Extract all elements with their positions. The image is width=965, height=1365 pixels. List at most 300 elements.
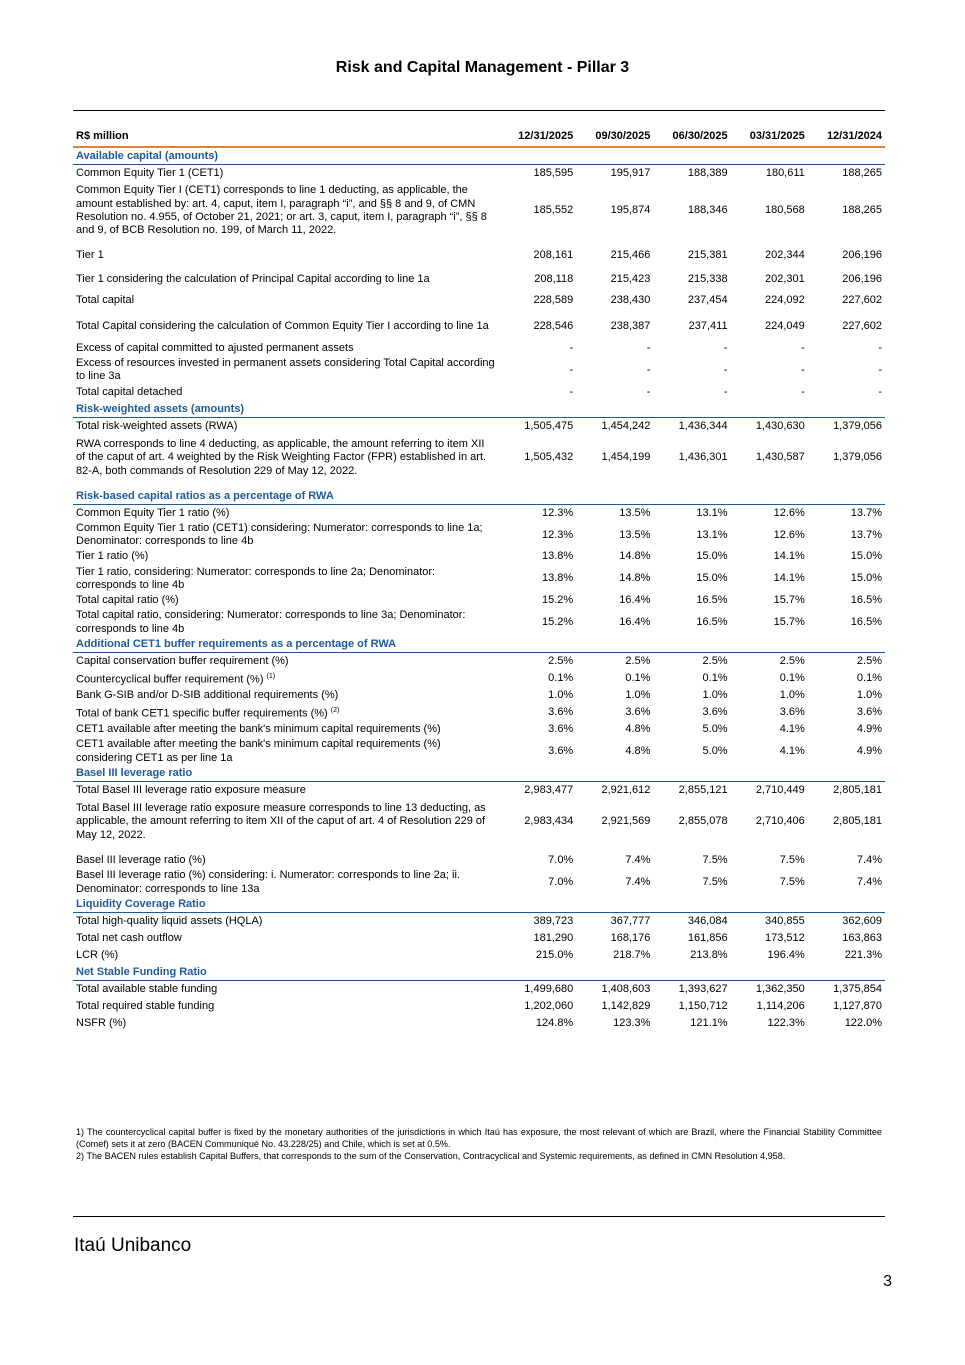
value-cell: 14.8% [619, 572, 651, 585]
row-label-cell [73, 869, 499, 896]
value-cell: 7.5% [702, 875, 728, 888]
row-label: Tier 1 [76, 248, 104, 261]
section-title: Additional CET1 buffer requirements as a percentage of RWA [73, 636, 885, 653]
value-cell: 13.1% [696, 506, 728, 519]
row-label: Total Basel III leverage ratio exposure measure [76, 783, 306, 796]
table-row [73, 799, 885, 845]
table-row [73, 653, 885, 671]
value-cell: 161,856 [687, 931, 728, 944]
value-cell: 1,499,680 [524, 982, 574, 995]
top-divider [73, 110, 885, 111]
row-label-cell [73, 384, 499, 401]
row-label: Basel III leverage ratio (%) [76, 853, 206, 866]
section-header-row [73, 147, 885, 165]
value-cell: 1,150,712 [678, 999, 728, 1012]
row-label-cell [73, 670, 499, 687]
spacer-cell [73, 264, 885, 271]
header-date: 03/31/2025 [731, 128, 808, 147]
value-cell: - [646, 341, 651, 354]
value-cell: 16.5% [850, 594, 882, 607]
bottom-divider [73, 1216, 885, 1217]
value-cell: - [878, 341, 882, 354]
table-row [73, 384, 885, 401]
capital-table [73, 128, 885, 1032]
value-cell: 1.0% [702, 689, 728, 702]
value-cell: 1,114,206 [756, 999, 805, 1012]
header-unit-label: R$ million [73, 128, 499, 147]
page-number: 3 [883, 1273, 892, 1290]
table-row [73, 852, 885, 869]
value-cell: 1,202,060 [524, 999, 574, 1012]
value-cell: 1,375,854 [833, 982, 882, 995]
section-title: Risk-weighted assets (amounts) [73, 401, 885, 418]
value-cell: - [646, 363, 651, 376]
footnotes [76, 1126, 882, 1162]
table-row [73, 314, 885, 340]
value-cell: 122.0% [844, 1016, 882, 1029]
value-cell: 180,611 [765, 166, 805, 179]
value-cell: 2,983,477 [524, 783, 574, 796]
value-cell: - [801, 341, 805, 354]
value-cell: 7.5% [779, 853, 805, 866]
row-label: Total available stable funding [76, 982, 218, 995]
row-label: Total required stable funding [76, 999, 215, 1012]
value-cell: 4.1% [779, 745, 805, 758]
page-title: Risk and Capital Management - Pillar 3 [335, 59, 630, 76]
value-cell: 5.0% [702, 745, 728, 758]
table-row [73, 609, 885, 636]
value-cell: 180,568 [765, 204, 805, 217]
row-label: Total capital ratio (%) [76, 594, 179, 607]
header-date: 12/31/2024 [808, 128, 885, 147]
value-cell: 202,344 [765, 248, 805, 261]
footnote: 1) The countercyclical capital buffer is fixed by the monetary authorities of the jurisdictions in which Itaú has exposure, the most relevant of which are Brazil, where the Financial Stability Committee (Comef) sets it at zero (BACEN Communiqué No. 43.228/25) and Chile, which is set at 0.5%. [76, 1127, 882, 1149]
table-row [73, 271, 885, 288]
table-row [73, 288, 885, 314]
value-cell: 2,983,434 [524, 815, 574, 828]
row-label: RWA corresponds to line 4 deducting, as applicable, the amount referring to item XII of the caput of art. 4 weighted by the Risk Weighting Factor (FPR) established in art. 82-A, both commands of Resolution 229 of May 12, 2022. [76, 437, 487, 477]
row-label: Total Capital considering the calculation of Common Equity Tier I according to line 1a [76, 320, 489, 333]
value-cell: 121.1% [690, 1016, 728, 1029]
row-label: Total net cash outflow [76, 931, 182, 944]
value-cell: 5.0% [702, 723, 728, 736]
value-cell: 188,265 [842, 166, 882, 179]
row-label-cell [73, 609, 499, 636]
value-cell: - [723, 363, 728, 376]
row-label: CET1 available after meeting the bank's minimum capital requirements (%) [76, 723, 441, 736]
value-cell: 7.5% [779, 875, 805, 888]
value-cell: 13.7% [850, 528, 882, 541]
value-cell: 7.4% [856, 853, 882, 866]
table-row [73, 417, 885, 435]
value-cell: 3.6% [856, 706, 882, 719]
value-cell: 0.1% [856, 672, 882, 685]
row-label-cell [73, 947, 499, 964]
table-row [73, 913, 885, 931]
row-label-cell [73, 981, 499, 999]
value-cell: 4.9% [856, 723, 882, 736]
row-label: Total capital ratio, considering: Numerator: corresponds to line 3a; Denominator: corresponds to line 4b [76, 609, 466, 635]
row-label: Common Equity Tier 1 ratio (CET1) considering: Numerator: corresponds to line 1a; Denominator: corresponds to line 4b [76, 521, 483, 548]
value-cell: 237,454 [687, 294, 728, 307]
value-cell: 215.0% [535, 948, 574, 961]
section-title: Basel III leverage ratio [73, 765, 885, 782]
value-cell: 202,301 [765, 272, 805, 285]
value-cell: 13.8% [542, 572, 574, 585]
row-label-cell [73, 340, 499, 357]
row-label: Total high-quality liquid assets (HQLA) [76, 914, 263, 927]
value-cell: 221.3% [844, 948, 882, 961]
value-cell: 188,389 [687, 166, 728, 179]
row-label-cell [73, 357, 499, 384]
row-label-cell [73, 687, 499, 704]
row-label-cell [73, 435, 499, 481]
header-date: 09/30/2025 [576, 128, 653, 147]
value-cell: 1,127,870 [833, 999, 882, 1012]
value-cell: 238,387 [610, 320, 651, 333]
value-cell: 2,805,181 [833, 815, 882, 828]
table-row [73, 670, 885, 687]
section-title: Risk-based capital ratios as a percentage of RWA [73, 488, 885, 505]
value-cell: 2.5% [779, 655, 805, 668]
table-row [73, 981, 885, 999]
value-cell: - [801, 385, 805, 398]
value-cell: 2,855,121 [678, 783, 728, 796]
capital-table-body [73, 128, 885, 1032]
value-cell: 181,290 [533, 931, 574, 944]
row-label: Common Equity Tier 1 ratio (%) [76, 506, 230, 519]
table-row [73, 247, 885, 264]
footnote-marker: (2) [330, 707, 340, 715]
value-cell: 2,921,612 [601, 783, 651, 796]
value-cell: 215,381 [687, 248, 728, 261]
value-cell: 3.6% [548, 745, 574, 758]
value-cell: 1.0% [779, 689, 805, 702]
section-header-row [73, 401, 885, 418]
value-cell: - [569, 363, 574, 376]
value-cell: 123.3% [613, 1016, 651, 1029]
value-cell: 7.0% [548, 875, 574, 888]
value-cell: 227,602 [842, 320, 882, 333]
table-row [73, 704, 885, 721]
table-row [73, 340, 885, 357]
value-cell: 3.6% [625, 706, 651, 719]
value-cell: 1,505,432 [524, 451, 574, 464]
row-label-cell [73, 314, 499, 340]
value-cell: 173,512 [765, 931, 805, 944]
section-title: Net Stable Funding Ratio [73, 964, 885, 981]
table-row [73, 435, 885, 481]
value-cell: 16.5% [850, 616, 882, 629]
value-cell: 122.3% [767, 1016, 805, 1029]
value-cell: 1.0% [856, 689, 882, 702]
section-title: Available capital (amounts) [73, 147, 885, 165]
value-cell: 2,855,078 [678, 815, 728, 828]
value-cell: 3.6% [548, 723, 574, 736]
row-label: Total Basel III leverage ratio exposure measure corresponds to line 13 deducting, as applicable, the amount referring to item XII of the caput of art. 4 of Resolution 229 of May 12, 2022. [76, 802, 486, 841]
value-cell: 224,092 [765, 294, 805, 307]
value-cell: 124.8% [535, 1016, 574, 1029]
value-cell: 16.4% [619, 616, 651, 629]
row-label: Bank G-SIB and/or D-SIB additional requirements (%) [76, 689, 339, 702]
table-row [73, 721, 885, 738]
row-label: Common Equity Tier 1 (CET1) [76, 166, 224, 179]
table-row [73, 738, 885, 765]
value-cell: 3.6% [548, 706, 574, 719]
row-label-cell [73, 704, 499, 721]
value-cell: 168,176 [610, 931, 651, 944]
row-label-cell [73, 782, 499, 800]
value-cell: 206,196 [842, 272, 882, 285]
value-cell: 238,430 [610, 294, 651, 307]
table-row [73, 182, 885, 240]
row-label: Countercyclical buffer requirement (%) [76, 673, 264, 686]
value-cell: 185,552 [533, 204, 574, 217]
row-label-cell [73, 549, 499, 566]
row-label-cell [73, 592, 499, 609]
value-cell: 237,411 [688, 320, 728, 333]
row-label-cell [73, 998, 499, 1015]
value-cell: 14.8% [619, 550, 651, 563]
value-cell: 16.4% [619, 594, 651, 607]
header-date: 06/30/2025 [653, 128, 730, 147]
row-label-cell [73, 247, 499, 264]
table-row [73, 998, 885, 1015]
section-title: Liquidity Coverage Ratio [73, 896, 885, 913]
spacer-row [73, 240, 885, 247]
row-label-cell [73, 165, 499, 183]
table-row [73, 504, 885, 522]
row-label: Basel III leverage ratio (%) considering: i. Numerator: corresponds to line 2a; ii. Denominator: corresponds to line 13a [76, 869, 460, 895]
value-cell: 13.8% [542, 550, 574, 563]
value-cell: 1,436,301 [678, 451, 728, 464]
value-cell: 2,710,449 [755, 783, 805, 796]
value-cell: - [723, 341, 728, 354]
value-cell: 195,917 [610, 166, 651, 179]
table-row [73, 782, 885, 800]
value-cell: 2.5% [625, 655, 651, 668]
section-header-row [73, 488, 885, 505]
value-cell: 1,430,630 [755, 419, 805, 432]
value-cell: 1,379,056 [833, 451, 882, 464]
table-row [73, 592, 885, 609]
row-label-cell [73, 288, 499, 314]
value-cell: 13.5% [619, 506, 651, 519]
value-cell: 218.7% [613, 948, 651, 961]
row-label: NSFR (%) [76, 1016, 127, 1029]
row-label-cell [73, 182, 499, 240]
row-label-cell [73, 1015, 499, 1032]
table-row [73, 930, 885, 947]
row-label-cell [73, 930, 499, 947]
row-label: Tier 1 ratio, considering: Numerator: corresponds to line 2a; Denominator: corresponds to line 4b [76, 565, 436, 592]
table-row [73, 869, 885, 896]
value-cell: 367,777 [610, 914, 651, 927]
value-cell: 188,265 [842, 204, 882, 217]
row-label: Tier 1 ratio (%) [76, 550, 149, 563]
section-header-row [73, 964, 885, 981]
value-cell: - [646, 385, 651, 398]
value-cell: 2.5% [548, 655, 574, 668]
spacer-cell [73, 481, 885, 488]
value-cell: 228,589 [533, 294, 574, 307]
table-row [73, 1015, 885, 1032]
value-cell: 15.2% [542, 616, 574, 629]
spacer-row [73, 481, 885, 488]
value-cell: 15.0% [850, 550, 882, 563]
value-cell: 2.5% [702, 655, 728, 668]
footnote-marker: (1) [266, 673, 276, 681]
value-cell: 1,430,587 [755, 451, 805, 464]
value-cell: 3.6% [702, 706, 728, 719]
spacer-cell [73, 240, 885, 247]
row-label: Common Equity Tier I (CET1) corresponds to line 1 deducting, as applicable, the amount established by: art. 4, caput, item I, paragraph “i”, and §§ 8 and 9, of CMN Resolution no. 4.955, of October 21, 2021; or art. 3, caput, item I, paragraph “i”, §§ 8 and 9, of BCB Resolution no. 199, of March 11, 2022. [76, 184, 487, 237]
value-cell: 215,423 [610, 272, 651, 285]
value-cell: 13.7% [850, 506, 882, 519]
value-cell: 2,710,406 [755, 815, 805, 828]
row-label-cell [73, 852, 499, 869]
value-cell: 196.4% [767, 948, 805, 961]
value-cell: 3.6% [779, 706, 805, 719]
header-date: 12/31/2025 [499, 128, 576, 147]
value-cell: 13.5% [619, 528, 651, 541]
value-cell: 362,609 [842, 914, 882, 927]
value-cell: 16.5% [696, 616, 728, 629]
value-cell: 215,338 [687, 272, 728, 285]
value-cell: 15.0% [696, 572, 728, 585]
row-label-cell [73, 721, 499, 738]
row-label-cell [73, 504, 499, 522]
value-cell: 15.0% [696, 550, 728, 563]
value-cell: 4.8% [625, 723, 651, 736]
value-cell: 12.3% [542, 506, 574, 519]
section-header-row [73, 636, 885, 653]
row-label-cell [73, 653, 499, 671]
value-cell: 208,161 [533, 248, 574, 261]
row-label-cell [73, 522, 499, 549]
value-cell: 13.1% [696, 528, 728, 541]
value-cell: 340,855 [765, 914, 805, 927]
value-cell: 0.1% [702, 672, 728, 685]
value-cell: 346,084 [687, 914, 728, 927]
value-cell: 16.5% [696, 594, 728, 607]
table-row [73, 687, 885, 704]
row-label: Excess of resources invested in permanent assets considering Total Capital according to line 3a [76, 357, 495, 383]
row-label-cell [73, 271, 499, 288]
row-label: Total capital [76, 294, 135, 307]
table-row [73, 947, 885, 964]
value-cell: 1,505,475 [524, 419, 574, 432]
value-cell: - [723, 385, 728, 398]
value-cell: 228,546 [533, 320, 574, 333]
table-row [73, 522, 885, 549]
row-label-cell [73, 799, 499, 845]
value-cell: 1,379,056 [833, 419, 882, 432]
value-cell: 1,393,627 [678, 982, 728, 995]
value-cell: 14.1% [773, 572, 805, 585]
value-cell: 15.7% [773, 616, 805, 629]
value-cell: 7.0% [548, 853, 574, 866]
value-cell: 163,863 [842, 931, 882, 944]
section-header-row [73, 896, 885, 913]
value-cell: 1,436,344 [678, 419, 728, 432]
table-row [73, 549, 885, 566]
value-cell: 12.3% [542, 528, 574, 541]
row-label: Tier 1 considering the calculation of Principal Capital according to line 1a [76, 272, 430, 285]
row-label: Total of bank CET1 specific buffer requirements (%) [76, 707, 328, 720]
row-label: CET1 available after meeting the bank's minimum capital requirements (%) considering CET1 as per line 1a [76, 738, 441, 764]
row-label: Total capital detached [76, 385, 183, 398]
spacer-cell [73, 845, 885, 852]
section-header-row [73, 765, 885, 782]
spacer-row [73, 264, 885, 271]
value-cell: 7.5% [702, 853, 728, 866]
row-label: Capital conservation buffer requirement (%) [76, 655, 289, 668]
value-cell: 12.6% [773, 528, 805, 541]
table-header-row [73, 128, 885, 147]
footnote: 2) The BACEN rules establish Capital Buffers, that corresponds to the sum of the Conservation, Contracyclical and Systemic requirements, as defined in CMN Resolution 4,958. [76, 1151, 786, 1161]
spacer-row [73, 845, 885, 852]
value-cell: - [569, 385, 574, 398]
row-label: Total risk-weighted assets (RWA) [76, 419, 238, 432]
value-cell: 1,454,242 [601, 419, 651, 432]
value-cell: 15.2% [542, 594, 574, 607]
value-cell: 4.1% [779, 723, 805, 736]
value-cell: 215,466 [610, 248, 651, 261]
value-cell: 2.5% [856, 655, 882, 668]
value-cell: 15.0% [850, 572, 882, 585]
row-label-cell [73, 913, 499, 931]
value-cell: 195,874 [610, 204, 651, 217]
value-cell: 1,142,829 [601, 999, 651, 1012]
value-cell: 208,118 [534, 272, 574, 285]
table-row [73, 566, 885, 593]
value-cell: 185,595 [533, 166, 574, 179]
value-cell: 7.4% [856, 875, 882, 888]
value-cell: 227,602 [842, 294, 882, 307]
value-cell: 12.6% [773, 506, 805, 519]
value-cell: - [878, 385, 882, 398]
table-row [73, 357, 885, 384]
value-cell: 224,049 [765, 320, 805, 333]
value-cell: 206,196 [842, 248, 882, 261]
value-cell: 213.8% [690, 948, 728, 961]
capital-table-container [73, 128, 885, 1032]
value-cell: - [569, 341, 574, 354]
value-cell: 0.1% [779, 672, 805, 685]
value-cell: 0.1% [548, 672, 574, 685]
value-cell: 0.1% [625, 672, 651, 685]
value-cell: 1.0% [548, 689, 574, 702]
table-row [73, 165, 885, 183]
value-cell: 188,346 [687, 204, 728, 217]
row-label: LCR (%) [76, 948, 119, 961]
brand-name: Itaú Unibanco [74, 1235, 192, 1256]
value-cell: 1,362,350 [755, 982, 805, 995]
value-cell: 4.9% [856, 745, 882, 758]
value-cell: 4.8% [625, 745, 651, 758]
value-cell: 7.4% [625, 875, 651, 888]
value-cell: - [801, 363, 805, 376]
value-cell: 1,454,199 [601, 451, 651, 464]
value-cell: - [878, 363, 882, 376]
value-cell: 2,921,569 [601, 815, 651, 828]
value-cell: 389,723 [533, 914, 574, 927]
value-cell: 14.1% [773, 550, 805, 563]
row-label-cell [73, 566, 499, 593]
value-cell: 15.7% [773, 594, 805, 607]
row-label-cell [73, 738, 499, 765]
